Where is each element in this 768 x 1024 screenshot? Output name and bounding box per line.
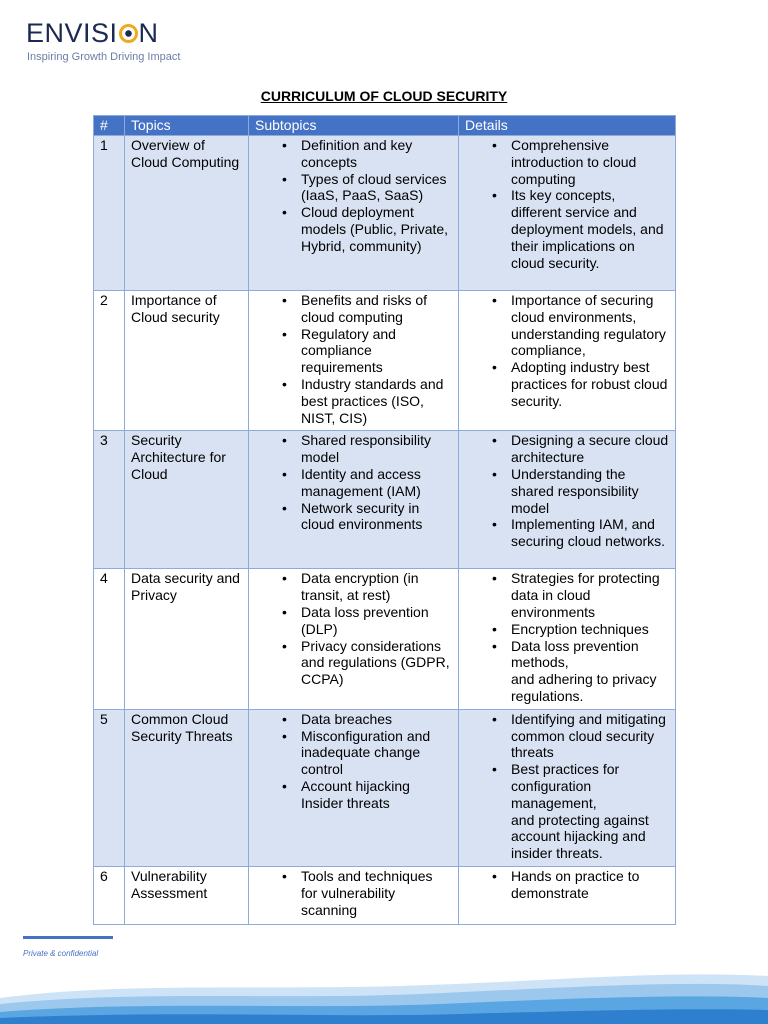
subtopic-item: • Industry standards and best practices (ISO, NIST, CIS)	[301, 376, 452, 426]
subtopic-item: • Definition and key concepts	[301, 137, 452, 171]
subtopic-item: • Data loss prevention (DLP)	[301, 604, 452, 638]
subtopic-item: • Network security in cloud environments	[301, 500, 452, 534]
row-subtopics	[249, 569, 459, 709]
detail-item: • Encryption techniques	[511, 621, 669, 638]
row-details	[459, 136, 676, 291]
detail-item: • Implementing IAM, and securing cloud networks.	[511, 516, 669, 550]
header-subtopics: Subtopics	[249, 116, 459, 136]
row-subtopics	[249, 866, 459, 924]
subtopic-item: • Benefits and risks of cloud computing	[301, 292, 452, 326]
subtopic-item: • Identity and access management (IAM)	[301, 466, 452, 500]
subtopic-item: • Shared responsibility model	[301, 432, 452, 466]
detail-item: • Understanding the shared responsibility model	[511, 466, 669, 516]
detail-item: • Importance of securing cloud environments, understanding regulatory compliance,	[511, 292, 669, 359]
table-row	[94, 866, 676, 924]
row-number: 4	[94, 569, 125, 709]
detail-item: • Data loss prevention methods,	[511, 638, 669, 672]
subtopic-item: • Data breaches	[301, 711, 452, 728]
table-row	[94, 136, 676, 291]
subtopic-item: • Regulatory and compliance requirements	[301, 326, 452, 376]
header-number: #	[94, 116, 125, 136]
row-number: 3	[94, 431, 125, 569]
table-row	[94, 569, 676, 709]
row-details	[459, 709, 676, 866]
detail-item: • Identifying and mitigating common cloud security threats	[511, 711, 669, 761]
row-details	[459, 431, 676, 569]
detail-item: and protecting against account hijacking and insider threats.	[511, 811, 649, 862]
subtopic-item: Insider threats	[301, 794, 390, 811]
row-subtopics	[249, 291, 459, 431]
row-topic: Security Architecture for Cloud	[125, 431, 249, 569]
brand-logo	[26, 18, 159, 49]
row-number: 2	[94, 291, 125, 431]
detail-item: • Comprehensive introduction to cloud computing	[511, 137, 669, 187]
curriculum-table	[93, 115, 676, 925]
subtopic-item: • Types of cloud services (IaaS, PaaS, SaaS)	[301, 171, 452, 205]
subtopic-item: • Account hijacking	[301, 778, 452, 795]
row-topic: Common Cloud Security Threats	[125, 709, 249, 866]
footer-divider	[23, 936, 113, 939]
detail-item: • Adopting industry best practices for robust cloud security.	[511, 359, 669, 409]
row-topic: Importance of Cloud security	[125, 291, 249, 431]
row-details	[459, 291, 676, 431]
row-subtopics	[249, 709, 459, 866]
table-header-row	[94, 116, 676, 136]
detail-item: • Hands on practice to demonstrate	[511, 868, 669, 902]
document-title: CURRICULUM OF CLOUD SECURITY	[260, 88, 508, 104]
table-row	[94, 709, 676, 866]
detail-item: • Its key concepts, different service and deployment models, and their implications on cloud security.	[511, 187, 669, 271]
row-topic: Data security and Privacy	[125, 569, 249, 709]
brand-tagline: Inspiring Growth Driving Impact	[27, 51, 181, 63]
subtopic-item: • Misconfiguration and inadequate change control	[301, 728, 452, 778]
footer-wave-decoration	[0, 960, 768, 1024]
subtopic-item: • Tools and techniques for vulnerability scanning	[301, 868, 452, 918]
subtopic-item: • Data encryption (in transit, at rest)	[301, 570, 452, 604]
row-topic: Overview of Cloud Computing	[125, 136, 249, 291]
table-row	[94, 431, 676, 569]
detail-item: • Best practices for configuration management,	[511, 761, 669, 811]
row-number: 6	[94, 866, 125, 924]
row-topic: Vulnerability Assessment	[125, 866, 249, 924]
table-row	[94, 291, 676, 431]
detail-item: and adhering to privacy regulations.	[511, 671, 657, 704]
brand-name-part-1: ENVISI	[26, 18, 118, 48]
header-topics: Topics	[125, 116, 249, 136]
detail-item: • Designing a secure cloud architecture	[511, 432, 669, 466]
row-details	[459, 866, 676, 924]
subtopic-item: • Privacy considerations and regulations (GDPR, CCPA)	[301, 638, 452, 688]
logo-eye-icon	[119, 24, 138, 43]
row-details	[459, 569, 676, 709]
row-number: 1	[94, 136, 125, 291]
header-details: Details	[459, 116, 676, 136]
detail-item: • Strategies for protecting data in cloud environments	[511, 570, 669, 620]
row-number: 5	[94, 709, 125, 866]
row-subtopics	[249, 431, 459, 569]
subtopic-item: • Cloud deployment models (Public, Private, Hybrid, community)	[301, 204, 452, 254]
footer-confidential-note: Private & confidential	[23, 949, 99, 958]
brand-name-part-2: N	[138, 18, 159, 48]
row-subtopics	[249, 136, 459, 291]
